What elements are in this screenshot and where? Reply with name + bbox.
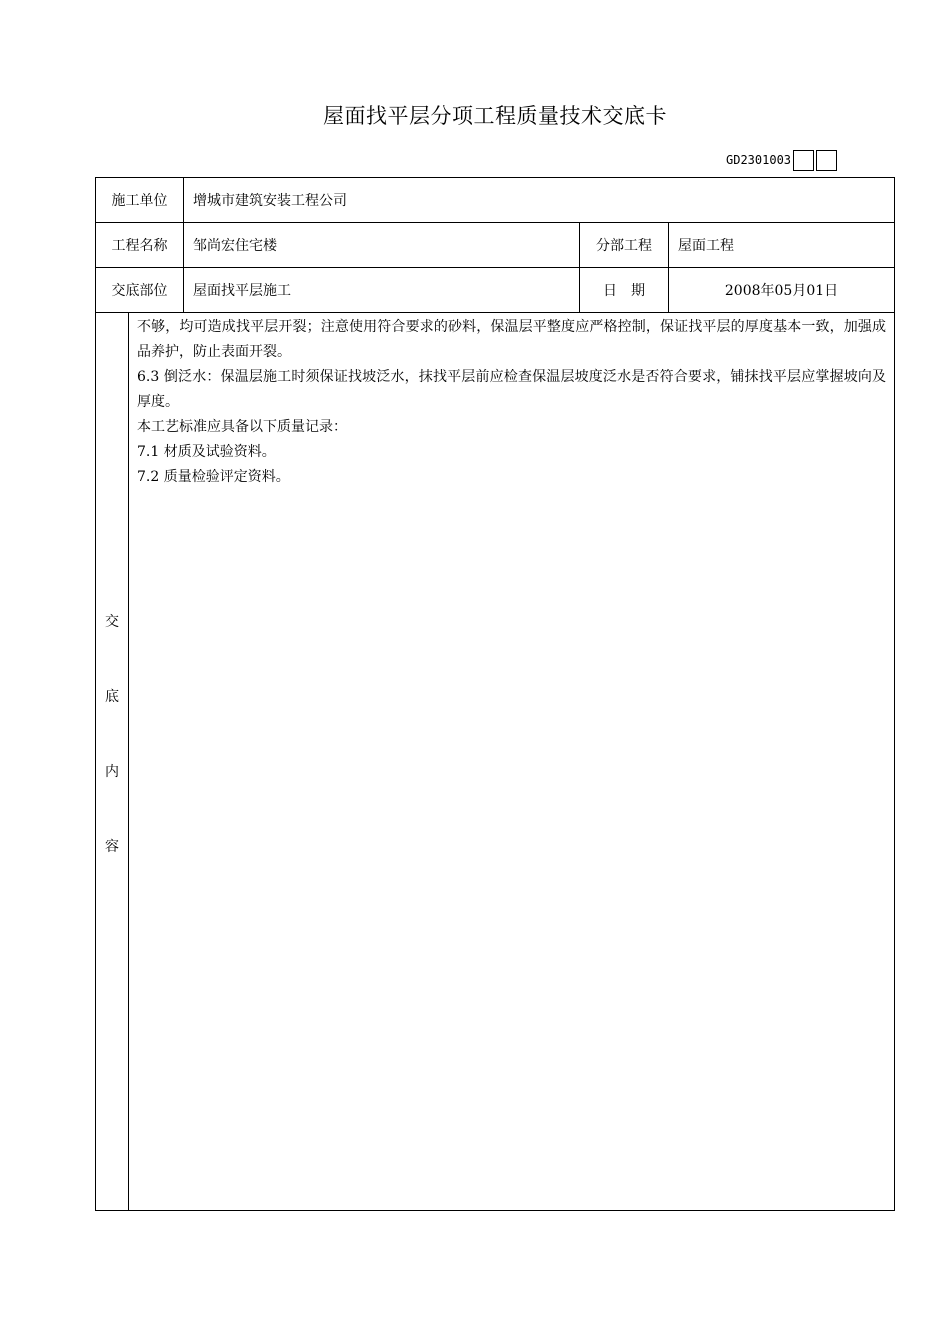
code-box-1 <box>793 150 814 171</box>
project-label: 工程名称 <box>96 223 184 268</box>
row-part <box>96 268 895 313</box>
content-body <box>129 313 895 1211</box>
content-paragraph: 7.2 质量检验评定资料。 <box>137 469 290 485</box>
content-label-cell <box>96 313 129 1211</box>
part-label: 交底部位 <box>96 268 184 313</box>
content-label-char: 容 <box>105 838 119 855</box>
project-value: 邹尚宏住宅楼 <box>184 223 580 268</box>
document-code <box>726 148 837 172</box>
content-paragraph: 6.3 倒泛水：保温层施工时须保证找坡泛水，抹找平层前应检查保温层坡度泛水是否符合要求，铺抹找平层应掌握坡向及厚度。 <box>137 369 887 410</box>
sub-label: 分部工程 <box>580 223 669 268</box>
unit-label: 施工单位 <box>96 178 184 223</box>
code-box-2 <box>816 150 837 171</box>
content-label-char: 交 <box>105 613 119 630</box>
content-paragraph: 不够，均可造成找平层开裂；注意使用符合要求的砂料，保温层平整度应严格控制，保证找平层的厚度基本一致，加强成品养护，防止表面开裂。 <box>137 319 887 360</box>
date-value: 2008年05月01日 <box>669 268 895 313</box>
row-project <box>96 223 895 268</box>
content-label <box>104 612 120 912</box>
content-label-char: 内 <box>105 763 119 780</box>
disclosure-form <box>95 177 895 1211</box>
content-paragraph: 7.1 材质及试验资料。 <box>137 444 276 460</box>
row-unit <box>96 178 895 223</box>
document-code-text: GD2301003 <box>726 153 792 167</box>
row-content <box>96 313 895 1211</box>
content-label-char: 底 <box>105 688 119 705</box>
date-label: 日 期 <box>580 268 669 313</box>
unit-value: 增城市建筑安装工程公司 <box>184 178 895 223</box>
sub-value: 屋面工程 <box>669 223 895 268</box>
content-paragraph: 本工艺标准应具备以下质量记录： <box>137 419 347 435</box>
part-value: 屋面找平层施工 <box>184 268 580 313</box>
page-title: 屋面找平层分项工程质量技术交底卡 <box>323 104 667 128</box>
